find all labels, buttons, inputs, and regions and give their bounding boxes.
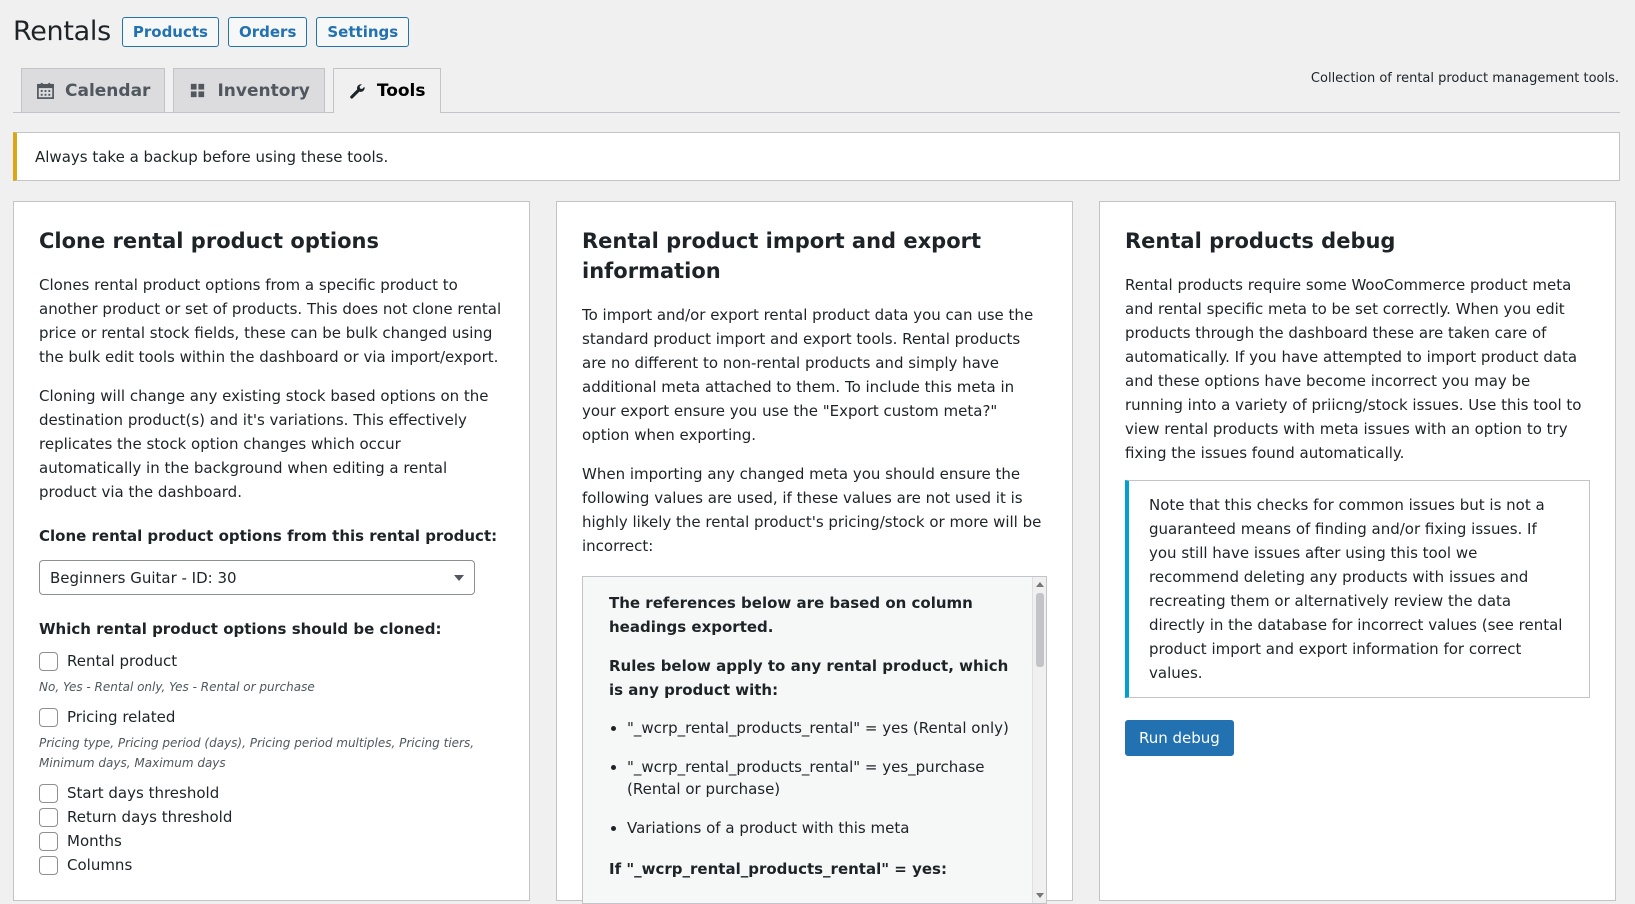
tab-tools[interactable] [333,68,441,113]
chevron-down-icon [454,575,464,581]
option-label: Columns [67,856,133,874]
option-label: Months [67,832,122,850]
settings-button[interactable]: Settings [316,17,409,47]
checkbox[interactable] [39,808,58,827]
clone-description-2: Cloning will change any existing stock based options on the destination product(s) and it's variations. This effectively replicates the stock option changes which occur automatically in the background when editing a rental product via the dashboard. [39,387,489,501]
scroll-down-icon[interactable] [1036,893,1044,898]
option-hint: No, Yes - Rental only, Yes - Rental or purchase [39,680,315,694]
wrench-icon [348,82,367,101]
checkbox[interactable] [39,856,58,875]
checkbox[interactable] [39,652,58,671]
grid-icon [188,81,207,100]
tabs-divider [13,112,1620,113]
option-label: Rental product [67,652,178,670]
checkbox[interactable] [39,832,58,851]
option-return-days-threshold[interactable] [39,807,504,827]
notice-text: Always take a backup before using these tools. [35,147,389,166]
backup-notice [13,132,1620,181]
page-header [13,16,418,47]
option-pricing-related[interactable] [39,707,504,727]
checkbox[interactable] [39,784,58,803]
reference-list [609,717,1018,839]
orders-button[interactable]: Orders [228,17,307,47]
clone-panel [13,201,530,901]
option-months[interactable] [39,831,504,851]
option-label: Pricing related [67,708,176,726]
products-button[interactable]: Products [122,17,219,47]
import-export-description-2: When importing any changed meta you should ensure the following values are used, if these values are not used it is highly likely the rental product's pricing/stock or more will be incorrect: [582,465,1042,555]
tab-inventory[interactable] [173,68,324,112]
meta-reference-box[interactable] [582,576,1047,904]
run-debug-button[interactable]: Run debug [1125,720,1234,756]
clone-options-label: Which rental product options should be cloned: [39,620,442,638]
tab-label: Tools [376,81,426,101]
debug-title: Rental products debug [1125,229,1396,253]
debug-note: Note that this checks for common issues but is not a guaranteed means of finding and/or fixing issues. If you still have issues after using this tool we recommend deleting any products with issues and recreating them or alternatively review the data directly in the database for incorrect values (see rental product import and export information for correct values. [1125,480,1590,698]
option-start-days-threshold[interactable] [39,783,504,803]
option-hint: Pricing type, Pricing period (days), Pricing period multiples, Pricing tiers, Minimum days, Maximum days [39,736,475,770]
reference-if: If "_wcrp_rental_products_rental" = yes: [609,860,947,878]
option-columns[interactable] [39,855,504,875]
list-item: • Variations of a product with this meta [627,817,1018,839]
option-rental-product[interactable] [39,651,504,671]
import-export-description-1: To import and/or export rental product data you can use the standard product import and export tools. Rental products are no different to non-rental products and simply have additional meta attached to them. To include this meta in your export ensure you use the "Export custom meta?" option when exporting. [582,306,1034,444]
scrollbar[interactable] [1032,577,1046,903]
page-title: Rentals [13,16,111,47]
scroll-up-icon[interactable] [1036,582,1044,587]
reference-intro: The references below are based on column headings exported. [609,594,973,636]
clone-source-select[interactable] [39,560,475,595]
option-label: Start days threshold [67,784,220,802]
tab-label: Calendar [65,80,151,101]
debug-panel [1099,201,1616,901]
list-item: • "_wcrp_rental_products_rental" = yes_purchase (Rental or purchase) [627,756,1018,800]
list-item: • "_wcrp_rental_products_rental" = yes (Rental only) [627,717,1018,739]
page-description: Collection of rental product management tools. [1310,71,1619,86]
reference-rules: Rules below apply to any rental product, which is any product with: [609,657,1009,699]
calendar-icon [36,81,55,100]
select-value: Beginners Guitar - ID: 30 [50,568,237,587]
debug-description: Rental products require some WooCommerce product meta and rental specific meta to be set correctly. When you edit products through the dashboard these are taken care of automatically. If you have attempted to import product data and these options have become incorrect you may be running into a variety of priicng/stock issues. Use this tool to view rental products with meta issues with an option to try fixing the issues found automatically. [1125,276,1582,462]
checkbox[interactable] [39,708,58,727]
tab-label: Inventory [217,80,310,101]
clone-description-1: Clones rental product options from a specific product to another product or set of products. This does not clone rental price or rental stock fields, these can be bulk changed using the bulk edit tools within the dashboard or via import/export. [39,276,502,366]
clone-from-label: Clone rental product options from this rental product: [39,527,498,545]
clone-title: Clone rental product options [39,229,379,253]
import-export-panel [556,201,1073,901]
tab-calendar[interactable] [21,68,165,112]
option-label: Return days threshold [67,808,233,826]
import-export-title: Rental product import and export information [582,229,982,283]
nav-tabs [21,68,449,113]
scrollbar-thumb[interactable] [1036,593,1044,667]
